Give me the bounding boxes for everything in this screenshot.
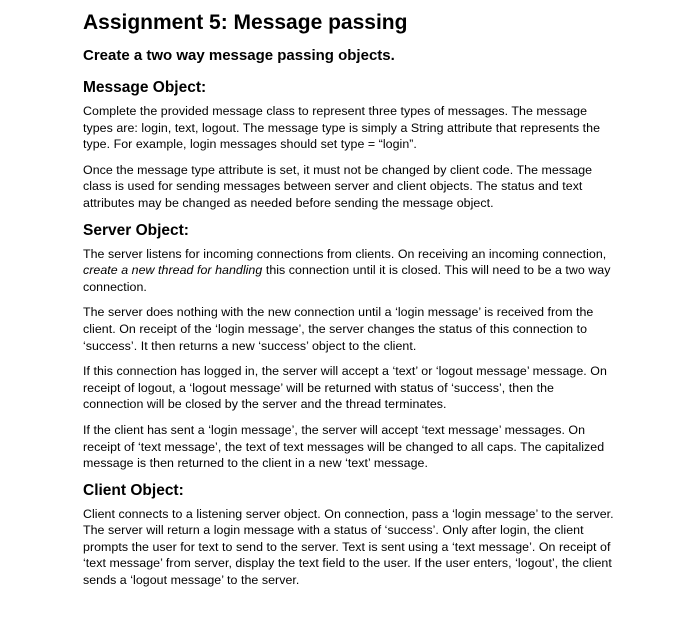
message-paragraph-1: Complete the provided message class to represent three types of messages. The message types are: login, text, logout. The message type is simply a String attribute that represents the type. For example, login messages should set type = “login”. [83, 104, 601, 152]
message-paragraph-2: Once the message type attribute is set, it must not be changed by client code. The message class is used for sending messages between server and client objects. The status and text attributes may be changed as needed before sending the message object. [83, 162, 593, 210]
page-subtitle: Create a two way message passing objects. [83, 47, 395, 64]
section-client-object [83, 481, 616, 589]
section-heading-message: Message Object: [83, 79, 207, 96]
section-heading-client: Client Object: [83, 481, 184, 499]
section-heading-server: Server Object: [83, 221, 189, 239]
server-paragraph-1-end: this connection until it is closed. This will need to be a two way connection. [83, 263, 611, 294]
server-paragraph-1 [83, 246, 616, 296]
server-paragraph-1-start: The server listens for incoming connections from clients. On receiving an incoming connection, [83, 246, 607, 261]
server-paragraph-1-italic: create a new thread for handling [83, 263, 263, 278]
client-paragraph-1: Client connects to a listening server object. On connection, pass a ‘login message’ to the server. The server will return a login message with a status of ‘success’. Only after login, the client prompts the user for text to send to the server. Text is sent using a ‘text message’. On receipt of ‘text message’ from server, display the text field to the user. If the user enters, ‘logout’, the client sends a ‘logout message’ to the server. [83, 506, 614, 588]
server-paragraph-3: If this connection has logged in, the server will accept a ‘text’ or ‘logout message’ message. On receipt of logout, a ‘logout message’ will be returned with status of ‘success’, then the connection will be closed by the server and the thread terminates. [83, 364, 607, 412]
server-paragraph-4: If the client has sent a ‘login message’, the server will accept ‘text message’ messages. On receipt of ‘text message’, the text of text messages will be changed to all caps. The capitalized message is then returned to the client in a new ‘text’ message. [83, 422, 605, 471]
section-message-object [83, 78, 616, 212]
section-server-object [83, 221, 616, 472]
server-paragraph-2: The server does nothing with the new connection until a ‘login message’ is received from the client. On receipt of the ‘login message’, the server changes the status of this connection to ‘success’. It then returns a new ‘success’ object to the client. [83, 305, 594, 353]
page-title: Assignment 5: Message passing [83, 11, 408, 34]
